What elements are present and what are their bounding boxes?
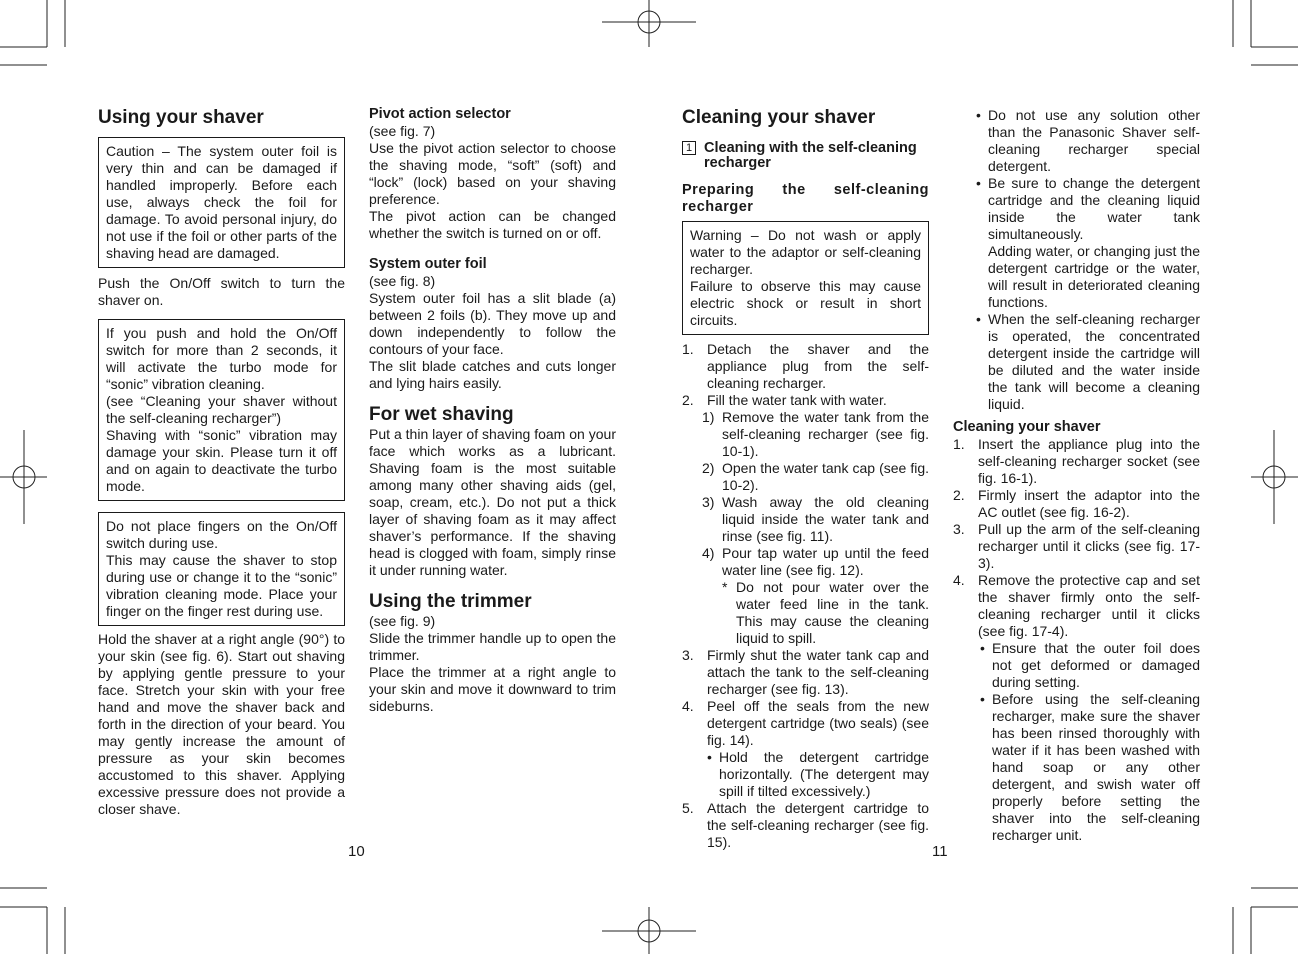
- clean-step-1: 1. Insert the appliance plug into the self-cleaning recharger socket (see fig. 16-1).: [953, 436, 1200, 486]
- heading-using-shaver: Using your shaver: [98, 107, 264, 128]
- heading-using-trimmer: Using the trimmer: [369, 591, 532, 612]
- trim-para-2: Place the trimmer at a right angle to your skin and move it downward to trim sideburns.: [369, 664, 616, 714]
- wet-para: Put a thin layer of shaving foam on your face which works as a lubricant. Shaving foam is the most suitable among many other shaving aids (gel, soap, cream, etc.). Do not put a thick layer of shaving foam as it may affect shaver’s performance. If the shaving head is clogged with foam, simply rinse it under running water.: [369, 426, 616, 578]
- turbo-text-3: Shaving with “sonic” vibration may damage your skin. Please turn it off and on again to deactivate the turbo mode.: [106, 427, 337, 494]
- trim-para-1: Slide the trimmer handle up to open the trimmer.: [369, 630, 616, 663]
- turbo-text-2: (see “Cleaning your shaver without the self-cleaning recharger”): [106, 393, 337, 426]
- step-2-4: 4) Pour tap water up until the feed water line (see fig. 12).: [702, 545, 929, 578]
- turbo-box: [98, 319, 345, 501]
- step-3: 3. Firmly shut the water tank cap and attach the tank to the self-cleaning recharger (see fig. 13).: [682, 647, 929, 697]
- step-4: 4. Peel off the seals from the new detergent cartridge (two seals) (see fig. 14).: [682, 698, 929, 748]
- pivot-para-2: The pivot action can be changed whether the switch is turned on or off.: [369, 208, 616, 241]
- bullet-change-b: Adding water, or changing just the detergent cartridge or the water, will result in deteriorated cleaning functions.: [988, 243, 1200, 310]
- trim-fig: (see fig. 9): [369, 613, 436, 629]
- clean-step-3: 3. Pull up the arm of the self-cleaning recharger until it clicks (see fig. 17-3).: [953, 521, 1200, 571]
- step-5: 5. Attach the detergent cartridge to the self-cleaning recharger (see fig. 15).: [682, 800, 929, 850]
- paragraph-switch-on: Push the On/Off switch to turn the shaver on.: [98, 275, 345, 308]
- clean-title: Cleaning your shaver: [953, 419, 1101, 435]
- finger-text-1: Do not place fingers on the On/Off switch during use.: [106, 518, 337, 551]
- paragraph-right-angle: Hold the shaver at a right angle (90°) to your skin (see fig. 6). Start out shaving by applying gentle pressure to your face. Stretch your skin with your free hand and move the shaver back and forth in the direction of your beard. You may gently increase the amount of pressure as your skin becomes accustomed to this shaver. Applying excessive pressure does not provide a closer shave.: [98, 631, 345, 817]
- clean-step-4: 4. Remove the protective cap and set the shaver firmly onto the self-cleaning recharger until it clicks (see fig. 17-4).: [953, 572, 1200, 639]
- foil-fig: (see fig. 8): [369, 273, 436, 289]
- clean-step-2: 2. Firmly insert the adaptor into the AC outlet (see fig. 16-2).: [953, 487, 1200, 520]
- pivot-fig: (see fig. 7): [369, 123, 436, 139]
- finger-box: [98, 512, 345, 626]
- foil-para-2: The slit blade catches and cuts longer and lying hairs easily.: [369, 358, 616, 391]
- section-number: 1: [682, 141, 696, 155]
- section-title: [682, 141, 929, 171]
- left-column-1: [98, 107, 345, 818]
- step-2-2: 2) Open the water tank cap (see fig. 10-2).: [702, 460, 929, 493]
- bullet-solution: • Do not use any solution other than the Panasonic Shaver self-cleaning recharger special detergent.: [976, 107, 1200, 174]
- warning-text-1: Warning – Do not wash or apply water to the adaptor or self-cleaning recharger.: [690, 227, 921, 277]
- turbo-text-1: If you push and hold the On/Off switch for more than 2 seconds, it will activate the turbo mode for “sonic” vibration cleaning.: [106, 325, 337, 392]
- page-number-left: 10: [348, 843, 365, 860]
- pivot-title: Pivot action selector: [369, 106, 511, 122]
- finger-text-2: This may cause the shaver to stop during use or change it to the “sonic” vibration cleaning mode. Place your finger on the finger rest during use.: [106, 552, 337, 619]
- page-number-right: 11: [932, 843, 948, 860]
- pivot-para-1: Use the pivot action selector to choose the shaving mode, “soft” (soft) and “lock” (lock) based on your shaving preference.: [369, 140, 616, 207]
- clean-step-4-bullet-1: • Ensure that the outer foil does not get deformed or damaged during setting.: [980, 640, 1200, 690]
- right-column-2: [953, 107, 1200, 844]
- left-column-2: [369, 106, 616, 715]
- foil-para-1: System outer foil has a slit blade (a) between 2 foils (b). They move up and down independently to follow the contours of your face.: [369, 290, 616, 357]
- warning-text-2: Failure to observe this may cause electric shock or result in short circuits.: [690, 278, 921, 328]
- heading-cleaning-shaver: Cleaning your shaver: [682, 107, 876, 128]
- step-2-1: 1) Remove the water tank from the self-cleaning recharger (see fig. 10-1).: [702, 409, 929, 459]
- foil-title: System outer foil: [369, 256, 487, 272]
- prep-title: Preparing the self-cleaning recharger: [682, 182, 929, 215]
- step-2-note: * Do not pour water over the water feed line in the tank. This may cause the cleaning liquid to spill.: [722, 579, 929, 646]
- bullet-change-a: Be sure to change the detergent cartridge and the cleaning liquid inside the water tank simultaneously.: [988, 175, 1200, 242]
- section-title-text: Cleaning with the self-cleaning recharger: [704, 140, 917, 171]
- step-4-bullet: • Hold the detergent cartridge horizontally. (The detergent may spill if tilted excessively.): [707, 749, 929, 799]
- bullet-change: • Be sure to change the detergent cartridge and the cleaning liquid inside the water tank simultaneously. Adding water, or changing just the detergent cartridge or the water, will result in deteriorated cleaning functions.: [976, 175, 1200, 310]
- caution-text: Caution – The system outer foil is very thin and can be damaged if handled improperly. Before each use, always check the foil for damage. To avoid personal injury, do not use if the foil or other parts of the shaving head are damaged.: [106, 143, 337, 261]
- step-2: 2. Fill the water tank with water.: [682, 392, 887, 408]
- warning-box: [682, 221, 929, 335]
- right-column-1: [682, 107, 929, 851]
- clean-step-4-bullet-2: • Before using the self-cleaning recharger, make sure the shaver has been rinsed thoroughly with water if it has been washed with hand soap or any other detergent, and swish water off properly before setting the shaver into the self-cleaning recharger unit.: [980, 691, 1200, 843]
- bullet-operated: • When the self-cleaning recharger is operated, the concentrated detergent inside the cartridge will be diluted and the water inside the tank will become a cleaning liquid.: [976, 311, 1200, 412]
- heading-wet-shaving: For wet shaving: [369, 404, 514, 425]
- step-1: 1. Detach the shaver and the appliance plug from the self-cleaning recharger.: [682, 341, 929, 391]
- step-2-3: 3) Wash away the old cleaning liquid inside the water tank and rinse (see fig. 11).: [702, 494, 929, 544]
- caution-box: [98, 137, 345, 268]
